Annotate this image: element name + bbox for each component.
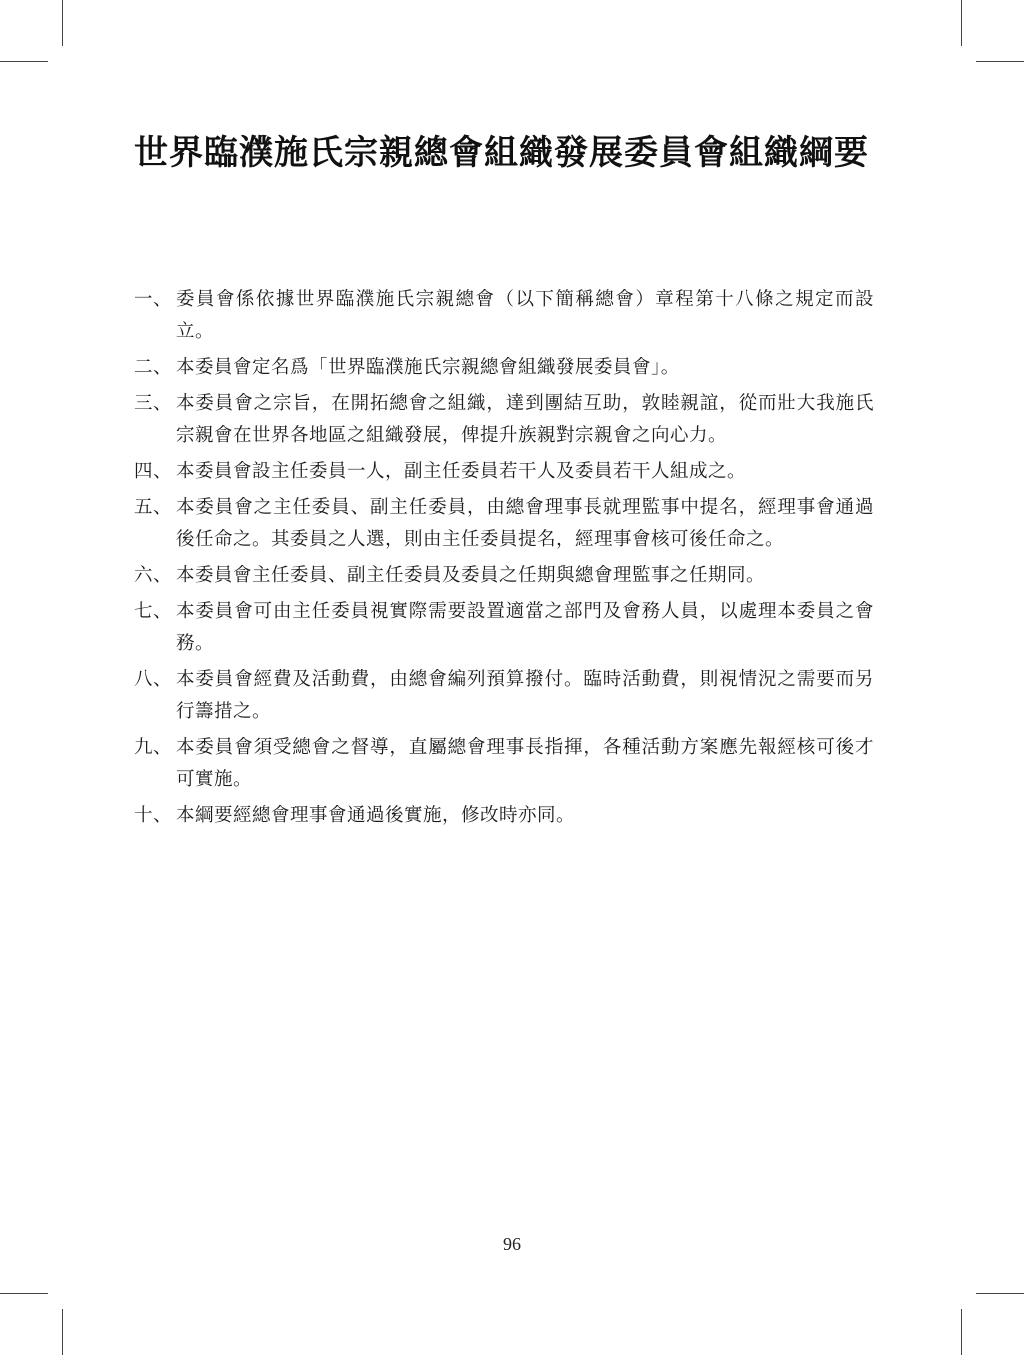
article-text: 本綱要經總會理事會通過後實施，修改時亦同。	[176, 805, 576, 826]
article-number: 五、	[134, 497, 173, 518]
article-3	[134, 388, 874, 452]
article-number: 九、	[134, 737, 173, 758]
article-4	[134, 456, 874, 488]
article-text: 本委員會須受總會之督導，直屬總會理事長指揮，各種活動方案應先報經核可後才可實施。	[176, 737, 874, 790]
page-number: 96	[503, 1234, 521, 1254]
article-10	[134, 800, 874, 832]
crop-mark-bottom-left-horizontal	[0, 1293, 48, 1294]
article-number: 十、	[134, 805, 173, 826]
article-5	[134, 492, 874, 556]
article-text: 委員會係依據世界臨濮施氏宗親總會（以下簡稱總會）章程第十八條之規定而設立。	[176, 289, 874, 342]
article-number: 六、	[134, 565, 173, 586]
article-2	[134, 352, 874, 384]
article-number: 七、	[134, 601, 173, 622]
article-text: 本委員會主任委員、副主任委員及委員之任期與總會理監事之任期同。	[176, 565, 766, 586]
crop-mark-bottom-left-vertical	[62, 1309, 63, 1355]
article-number: 二、	[134, 357, 173, 378]
crop-mark-top-left-horizontal	[0, 61, 48, 62]
crop-mark-top-left-vertical	[62, 0, 63, 46]
article-text: 本委員會經費及活動費，由總會編列預算撥付。臨時活動費，則視情況之需要而另行籌措之。	[176, 669, 874, 722]
article-text: 本委員會設主任委員一人，副主任委員若干人及委員若干人組成之。	[176, 461, 747, 482]
article-6	[134, 560, 874, 592]
article-text: 本委員會之主任委員、副主任委員，由總會理事長就理監事中提名，經理事會通過後任命之。其委員之人選，則由主任委員提名，經理事會核可後任命之。	[176, 497, 874, 550]
crop-mark-top-right-vertical	[961, 0, 962, 46]
article-text: 本委員會可由主任委員視實際需要設置適當之部門及會務人員，以處理本委員之會務。	[176, 601, 874, 654]
crop-mark-top-right-horizontal	[976, 61, 1024, 62]
crop-mark-bottom-right-horizontal	[976, 1293, 1024, 1294]
article-1	[134, 284, 874, 348]
article-text: 本委員會定名爲「世界臨濮施氏宗親總會組織發展委員會」。	[176, 357, 680, 378]
crop-mark-bottom-right-vertical	[961, 1309, 962, 1355]
article-number: 四、	[134, 461, 173, 482]
article-9	[134, 732, 874, 796]
article-number: 一、	[134, 289, 173, 310]
article-7	[134, 596, 874, 660]
document-title: 世界臨濮施氏宗親總會組織發展委員會組織綱要	[134, 133, 869, 173]
article-number: 三、	[134, 393, 173, 414]
article-8	[134, 664, 874, 728]
article-text: 本委員會之宗旨，在開拓總會之組織，達到團結互助，敦睦親誼，從而壯大我施氏宗親會在世界各地區之組織發展，俾提升族親對宗親會之向心力。	[176, 393, 874, 446]
article-list	[134, 284, 874, 836]
article-number: 八、	[134, 669, 173, 690]
